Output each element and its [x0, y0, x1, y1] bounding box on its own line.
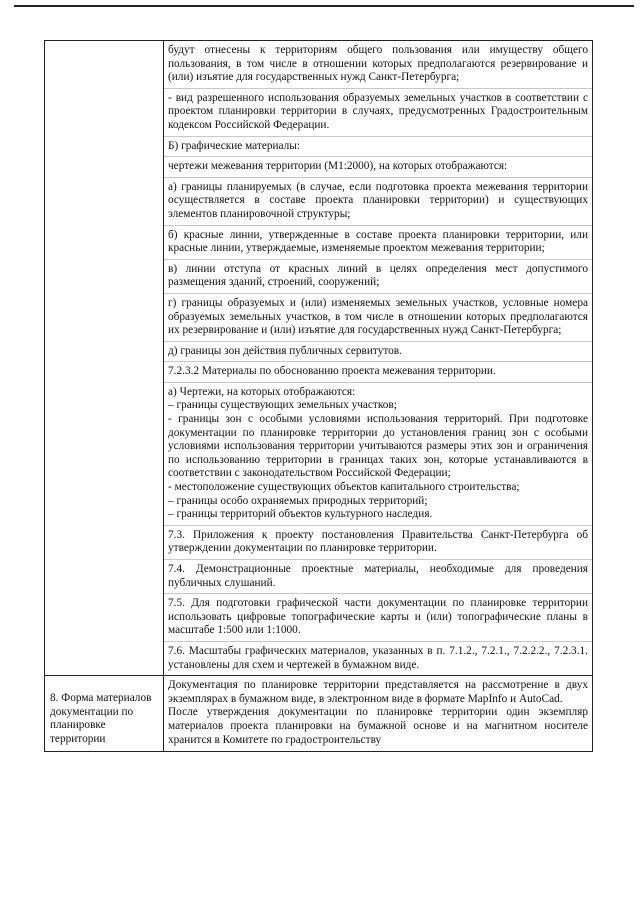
section-7-label-cell	[45, 41, 164, 676]
para-7-6: 7.6. Масштабы графических материалов, указанных в п. 7.1.2., 7.2.1., 7.2.2.2., 7.2.3.1. установлены для схем и чертежей в бумажном виде.	[168, 644, 588, 671]
section-8-content-cell	[164, 676, 593, 751]
section-7-content-cell	[164, 41, 593, 676]
list-item: – границы территорий объектов культурного наследия.	[168, 508, 433, 521]
para-common-use: будут отнесены к территориям общего пользования или имуществу общего пользования, в том числе в отношении которых предполагаются резервирование и (или) изъятие для государственных нужд Санкт-Петербурга;	[164, 41, 592, 89]
para-item-v: в) линии отступа от красных линий в целях определения мест допустимого размещения зданий, строений, сооружений;	[164, 260, 592, 294]
para-drawings-list	[164, 383, 592, 526]
para-graphic-materials: Б) графические материалы:	[164, 137, 592, 158]
section-8-label-cell	[45, 676, 164, 751]
table-row-section-7	[45, 41, 593, 676]
section-8-para: После утверждения документации по планировке территории один экземпляр материалов проекта планировки на бумажной основе и на магнитном носителе хранится в Комитете по градостроительству	[168, 706, 588, 746]
list-item: – границы особо охраняемых природных территорий;	[168, 494, 428, 507]
list-item: – границы существующих земельных участков;	[168, 399, 397, 412]
para-7-5: 7.5. Для подготовки графической части документации по планировке территории использовать цифровые топографические карты и (или) топографические планы в масштабе 1:500 или 1:1000.	[164, 594, 592, 642]
section-8-text	[164, 676, 592, 750]
para-survey-drawings: чертежи межевания территории (М1:2000), на которых отображаются:	[164, 157, 592, 178]
para-7-2-3-2: 7.2.3.2 Материалы по обоснованию проекта межевания территории.	[164, 362, 592, 383]
list-item: - местоположение существующих объектов капитального строительства;	[168, 481, 520, 494]
para-7-4: 7.4. Демонстрационные проектные материалы, необходимые для проведения публичных слушаний.	[164, 560, 592, 594]
para-item-g: г) границы образуемых и (или) изменяемых земельных участков, условные номера образуемых земельных участков, в том числе в отношении которых предполагаются их резервирование и (или) изъятие для государственных нужд Санкт-Петербурга;	[164, 294, 592, 342]
top-rule	[14, 5, 634, 7]
para-7-3: 7.3. Приложения к проекту постановления Правительства Санкт-Петербурга об утверждении документации по планировке территории.	[164, 526, 592, 560]
para-item-b: б) красные линии, утвержденные в составе проекта планировки территории, или красные линии, утверждаемые, изменяемые проектом межевания территории;	[164, 226, 592, 260]
drawings-list-heading: а) Чертежи, на которых отображаются:	[168, 385, 356, 398]
section-8-para: Документация по планировке территории представляется на рассмотрение в двух экземплярах в бумажном виде, в электронном виде в формате MapInfo и AutoCad.	[168, 679, 588, 705]
table-row-section-8	[45, 676, 593, 751]
section-8-label: 8. Форма материалов документации по планировке территории	[50, 692, 152, 745]
para-permitted-use: - вид разрешенного использования образуемых земельных участков в соответствии с проектом планировки территории в случаях, предусмотренных Градостроительным кодексом Российской Федерации.	[164, 89, 592, 137]
requirements-table	[44, 40, 593, 752]
list-item: - границы зон с особыми условиями использования территорий. При подготовке документации по планировке территории до установления границ зон с особыми условиями использования территории учитываются размеры этих зон и ограничения по использованию территории в границах таких зон, которые устанавливаются в соответствии с законодательством Российской Федерации;	[168, 413, 588, 480]
para-item-a: а) границы планируемых (в случае, если подготовка проекта межевания территории осуществляется в составе проекта планировки территории) и существующих элементов планировочной структуры;	[164, 178, 592, 226]
para-item-d: д) границы зон действия публичных сервитутов.	[164, 342, 592, 363]
